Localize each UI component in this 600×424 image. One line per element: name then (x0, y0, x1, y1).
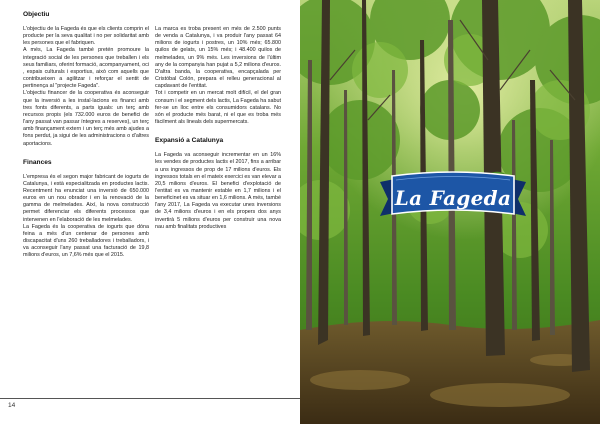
paragraph: L'empresa és el segon major fabricant de iogurts de Catalunya, i està especialitzada en productes lactis. Recentment ha enunciat una inversió de 650.000 euros en un nou obrador i en la renovació de la gamma de melmelades. Així, la nova construcció permet diferenciar els diferents processos que intervenen en l'elaboració de les melmelades. (23, 173, 149, 223)
logo-text: La Fageda (394, 186, 512, 210)
expansio-heading: Expansió a Catalunya (155, 137, 224, 145)
paragraph: La Fageda va aconseguir incrementar en un 16% les vendes de productes lactis el 2017, fins a arribar a uns ingressos de prop de 17 milions d'euros. Els ingressos totals en el mateix exercici es van elevar a 20,5 milions d'euros. El benefici d'explotació de l'entitat es va mantenir estable en 1,7 milions i el beneficinet es va situar en 1,6 milions. A més, també l'any 2017, La Fageda va executar unes inversions de 3,4 milions d'euros i en els propers dos anys invertirà 5 milions d'euros per construir una nova nau amb finalitats productives (155, 152, 281, 230)
finances-heading: Finances (23, 158, 52, 166)
objectiu-heading: Objectiu (23, 11, 50, 18)
paragraph: Tot i competir en un mercat molt difícil, el del gran consum i el segment dels lactis, La Fageda ha sabut fer-se un lloc entre els consumidors catalans. No són el producte més barat, ni el que es troba més fàcilment als lineals dels supermercats. (155, 90, 281, 126)
paragraph: La marca es troba present en més de 2.500 punts de venda a Catalunya, i va produir l'any passat 64 milions de iogurts i postres, un 10% més; 65.800 quilos de gelats, un 15% més; i 48.400 quilos de melmelades, un 9% més. Les inversions de l'últim any de la companyia han pujat a 5,2 milions d'euros. D'altra banda, la cooperativa, encapçalada per Cristóbal Colón, prepara el relleu generacional al capdavant de l'entitat. (155, 26, 281, 90)
paragraph: La Fageda és la cooperativa de iogurts que dóna feina a més d'un centenar de persones amb discapacitat d'uns 260 treballadores i treballadors, i va aconseguir l'any passat una facturació de 19,8 milions d'euros, un 7,6% més que el 2015. (23, 223, 149, 259)
text-column-right (155, 10, 281, 231)
text-column-left (23, 10, 149, 260)
footer-rule (0, 398, 300, 399)
paragraph: A més, La Fageda també pretén promoure la integració social de les persones que treballen i els seus familiars, oferint formació, acompanyament, oci , espais culturals i esportius, això com aquells que contribueixen a agilitzar i reforçar el sentit de pertinença al "projecte Fageda". (23, 47, 149, 90)
forest-photo (300, 0, 600, 424)
paragraph: L'objectiu financer de la cooperativa és aconseguir que la inversió a les instal·lacions es financi amb tres fonts diferents, a parts iguals: un terç amb recursos propis (els 732.000 euros de benefici de l'any passat van passar íntegres a reserves), un terç amb finançament extern i un terç més amb ajudes a fons perdut, ja sigui de les administracions o d'altres aportacions. (23, 90, 149, 147)
page-number: 14 (8, 402, 16, 409)
paragraph: L'objectiu de la Fageda és que els clients comprin el producte per la seva qualitat i no per solidaritat amb les persones que el fabriquen. (23, 26, 149, 47)
